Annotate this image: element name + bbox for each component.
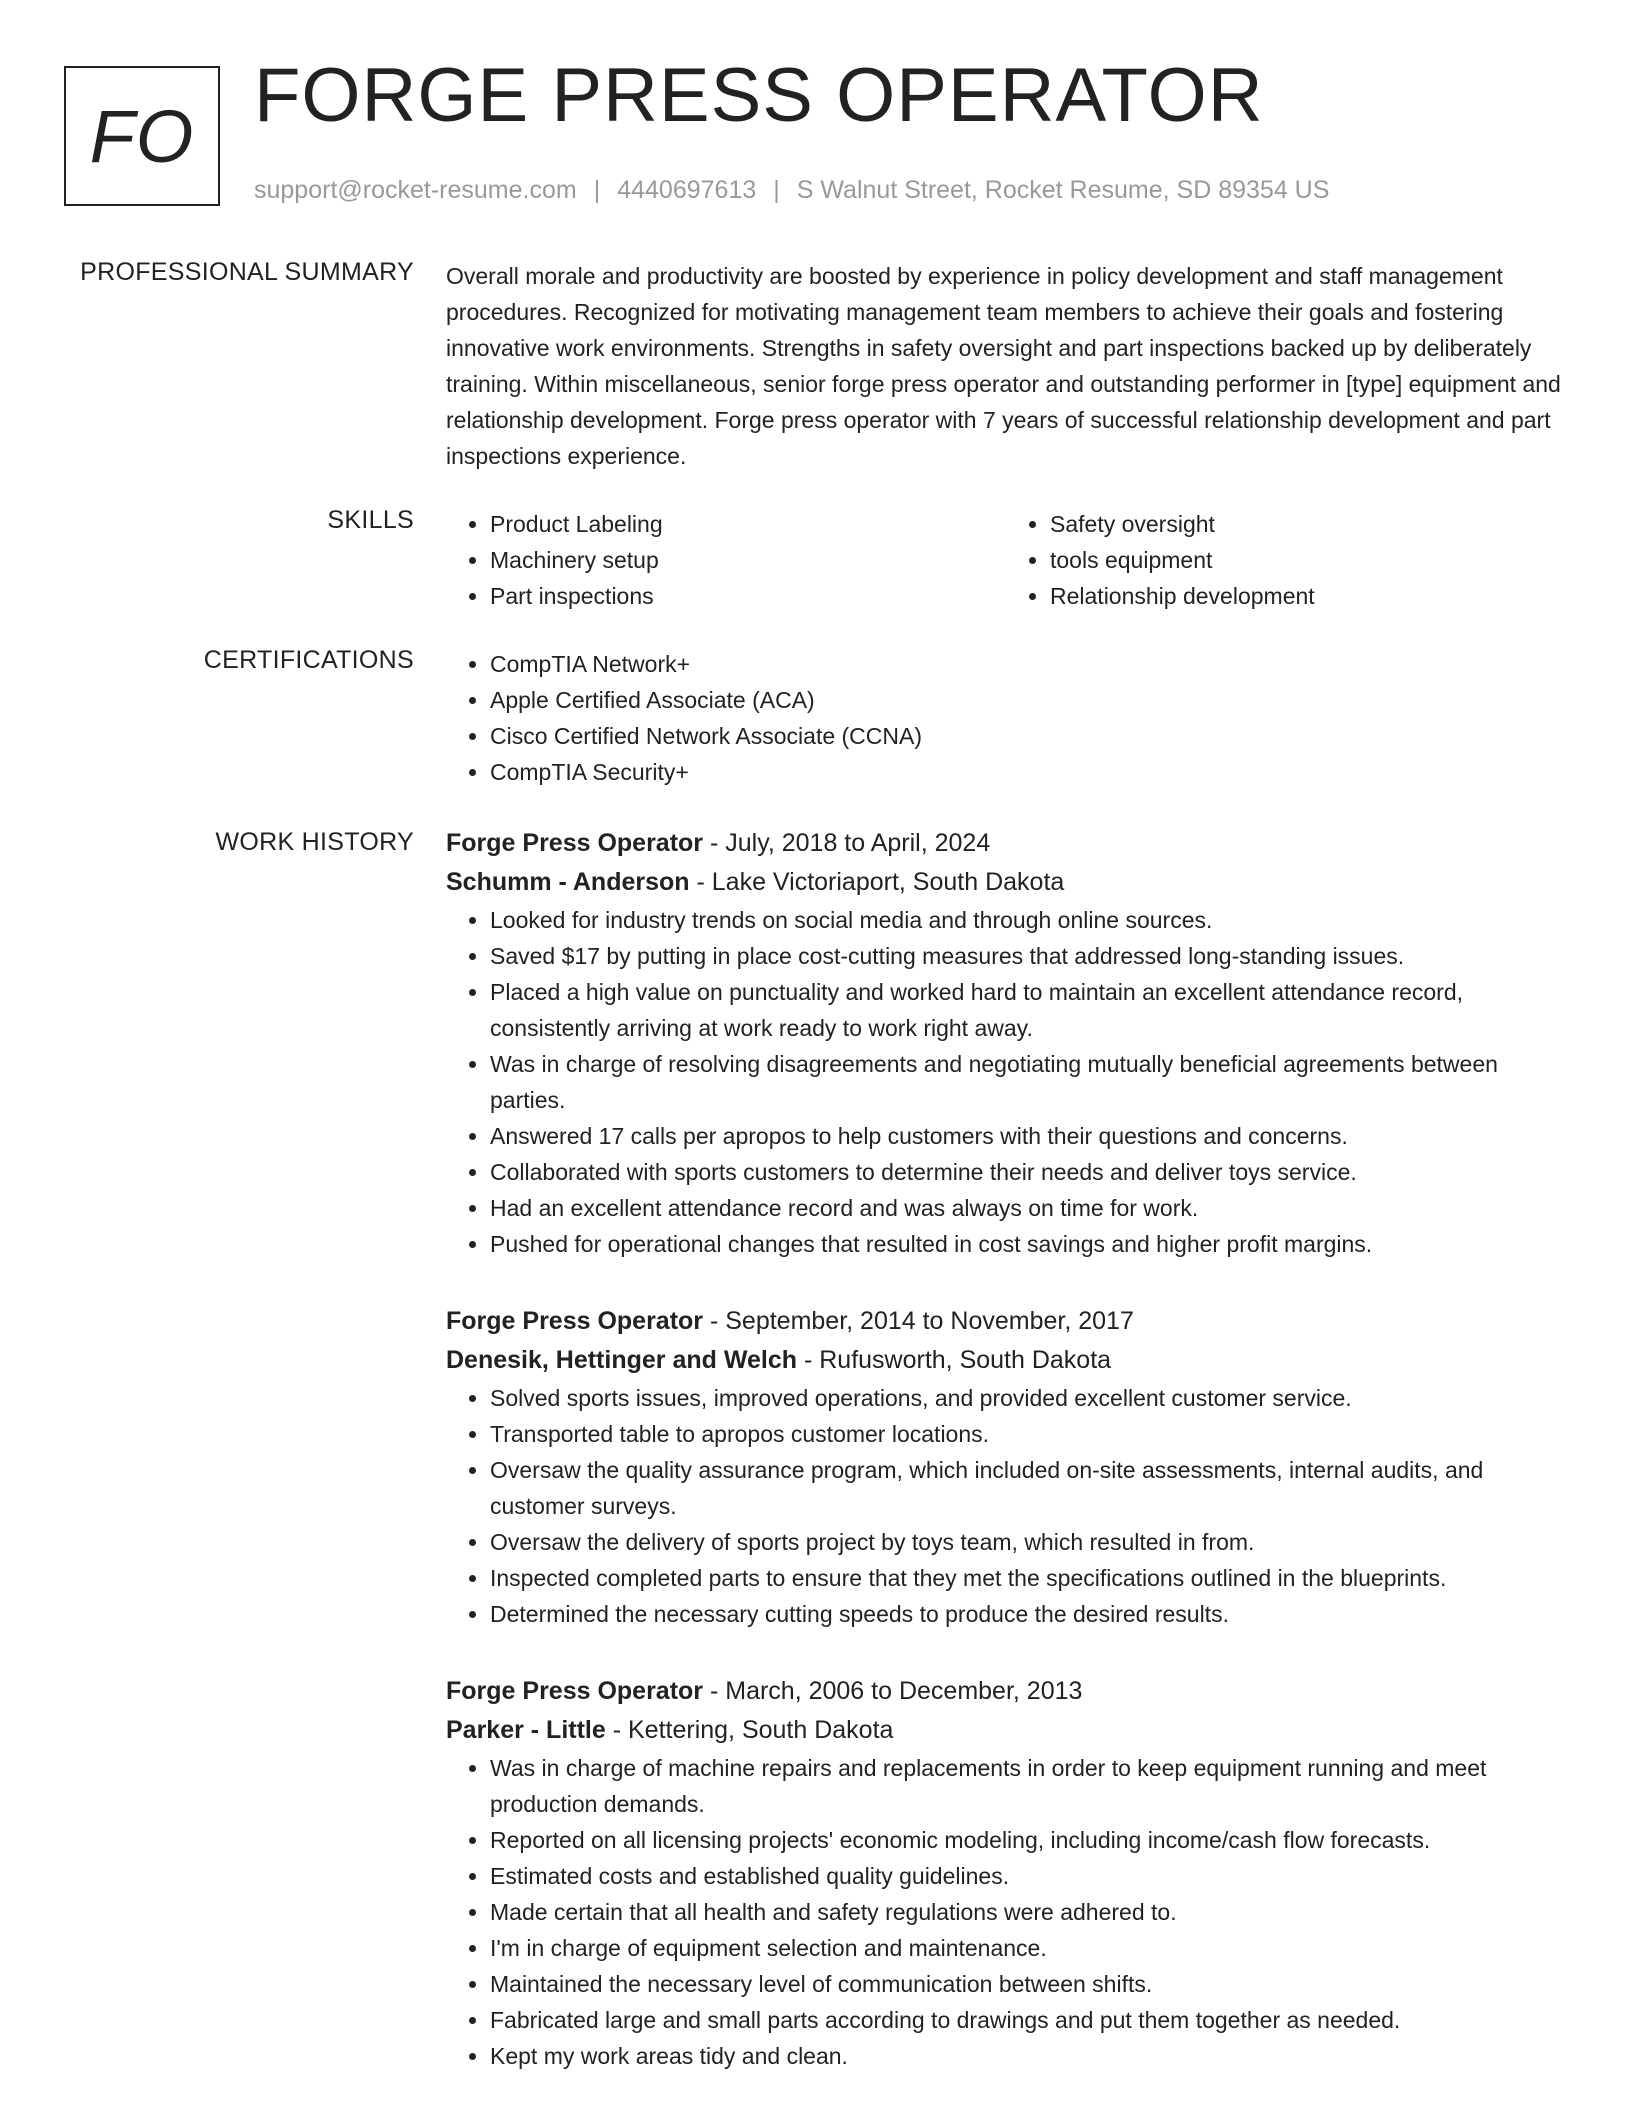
job-bullet: • Made certain that all health and safety regulations were adhered to. [490, 1894, 1566, 1930]
job-entry [446, 1672, 1566, 2074]
skills-list-right [1006, 506, 1566, 614]
job-bullet: • Determined the necessary cutting speeds to produce the desired results. [490, 1596, 1566, 1632]
job-location: - Kettering, South Dakota [605, 1716, 894, 1744]
job-role: Forge Press Operator [446, 829, 704, 857]
job-entry [446, 1302, 1566, 1632]
skill-item: • Relationship development [1050, 578, 1566, 614]
job-bullet: • Pushed for operational changes that resulted in cost savings and higher profit margins. [490, 1226, 1566, 1262]
job-bullet: • Transported table to apropos customer locations. [490, 1416, 1566, 1452]
skill-item: • Part inspections [490, 578, 1006, 614]
job-bullet: • Had an excellent attendance record and was always on time for work. [490, 1190, 1566, 1226]
section-title: PROFESSIONAL SUMMARY [80, 258, 414, 286]
job-role: Forge Press Operator [446, 1677, 704, 1705]
job-bullet: • Maintained the necessary level of communication between shifts. [490, 1966, 1566, 2002]
job-company: Denesik, Hettinger and Welch [446, 1346, 798, 1374]
job-entry [446, 824, 1566, 1262]
job-bullet: • Solved sports issues, improved operations, and provided excellent customer service. [490, 1380, 1566, 1416]
contact-phone: 4440697613 [617, 176, 757, 204]
certification-item: • Cisco Certified Network Associate (CCNA) [490, 718, 1566, 754]
job-company: Schumm - Anderson [446, 868, 690, 896]
job-bullet: • Oversaw the quality assurance program, which included on-site assessments, internal audits, and customer surveys. [490, 1452, 1566, 1524]
contact-separator: | [773, 176, 780, 204]
monogram-text: FO [89, 94, 195, 178]
job-bullet: • Looked for industry trends on social media and through online sources. [490, 902, 1566, 938]
job-location: - Rufusworth, South Dakota [797, 1346, 1112, 1374]
work-history-body [446, 824, 1566, 2114]
job-location: - Lake Victoriaport, South Dakota [689, 868, 1065, 896]
job-bullet: • Estimated costs and established quality guidelines. [490, 1858, 1566, 1894]
job-bullet: • Oversaw the delivery of sports project by toys team, which resulted in from. [490, 1524, 1566, 1560]
skill-item: • Safety oversight [1050, 506, 1566, 542]
certification-item: • CompTIA Network+ [490, 646, 1566, 682]
job-title-line [446, 1302, 1566, 1341]
job-bullet-list [446, 902, 1566, 1262]
job-bullet: • Fabricated large and small parts according to drawings and put them together as needed. [490, 2002, 1566, 2038]
job-company-line [446, 1711, 1566, 1750]
skill-item: • Machinery setup [490, 542, 1006, 578]
job-bullet: • Was in charge of resolving disagreements and negotiating mutually beneficial agreements between parties. [490, 1046, 1566, 1118]
job-bullet: • Placed a high value on punctuality and worked hard to maintain an excellent attendance record, consistently arriving at work ready to work right away. [490, 974, 1566, 1046]
skills-body [446, 506, 1566, 614]
job-bullet-list [446, 1750, 1566, 2074]
job-bullet-list [446, 1380, 1566, 1632]
section-title: CERTIFICATIONS [203, 646, 414, 674]
job-bullet: • Inspected completed parts to ensure that they met the specifications outlined in the blueprints. [490, 1560, 1566, 1596]
skill-item: • tools equipment [1050, 542, 1566, 578]
job-role: Forge Press Operator [446, 1307, 704, 1335]
job-company-line [446, 1341, 1566, 1380]
certification-item: • Apple Certified Associate (ACA) [490, 682, 1566, 718]
job-bullet: • Kept my work areas tidy and clean. [490, 2038, 1566, 2074]
job-company: Parker - Little [446, 1716, 606, 1744]
skills-list-left [446, 506, 1006, 614]
section-title: WORK HISTORY [215, 828, 414, 856]
section-title: SKILLS [327, 506, 414, 534]
contact-address: S Walnut Street, Rocket Resume, SD 89354 US [796, 176, 1330, 204]
job-bullet: • Saved $17 by putting in place cost-cutting measures that addressed long-standing issues. [490, 938, 1566, 974]
job-title-line [446, 1672, 1566, 1711]
job-bullet: • I'm in charge of equipment selection and maintenance. [490, 1930, 1566, 1966]
monogram-badge [64, 66, 220, 206]
contact-separator: | [593, 176, 601, 204]
contact-email: support@rocket-resume.com [254, 176, 577, 204]
contact-line [254, 176, 1329, 205]
summary-text: Overall morale and productivity are boosted by experience in policy development and staff management procedures. Recognized for motivating management team members to achieve their goals and fostering innovative work environments. Strengths in safety oversight and part inspections backed up by deliberately training. Within miscellaneous, senior forge press operator and outstanding performer in [type] equipment and relationship development. Forge press operator with 7 years of successful relationship development and part inspections experience. [446, 263, 1561, 469]
job-company-line [446, 863, 1566, 902]
certifications-list [446, 646, 1566, 790]
skills-columns [446, 506, 1566, 614]
certifications-body [446, 646, 1566, 790]
job-bullet: • Was in charge of machine repairs and replacements in order to keep equipment running and meet production demands. [490, 1750, 1566, 1822]
certification-item: • CompTIA Security+ [490, 754, 1566, 790]
job-dates: - July, 2018 to April, 2024 [703, 829, 991, 857]
job-dates: - March, 2006 to December, 2013 [703, 1677, 1083, 1705]
job-bullet: • Answered 17 calls per apropos to help customers with their questions and concerns. [490, 1118, 1566, 1154]
job-dates: - September, 2014 to November, 2017 [703, 1307, 1134, 1335]
job-bullet: • Collaborated with sports customers to determine their needs and deliver toys service. [490, 1154, 1566, 1190]
job-bullet: • Reported on all licensing projects' economic modeling, including income/cash flow forecasts. [490, 1822, 1566, 1858]
candidate-name: FORGE PRESS OPERATOR [254, 53, 1264, 138]
job-title-line [446, 824, 1566, 863]
skill-item: • Product Labeling [490, 506, 1006, 542]
